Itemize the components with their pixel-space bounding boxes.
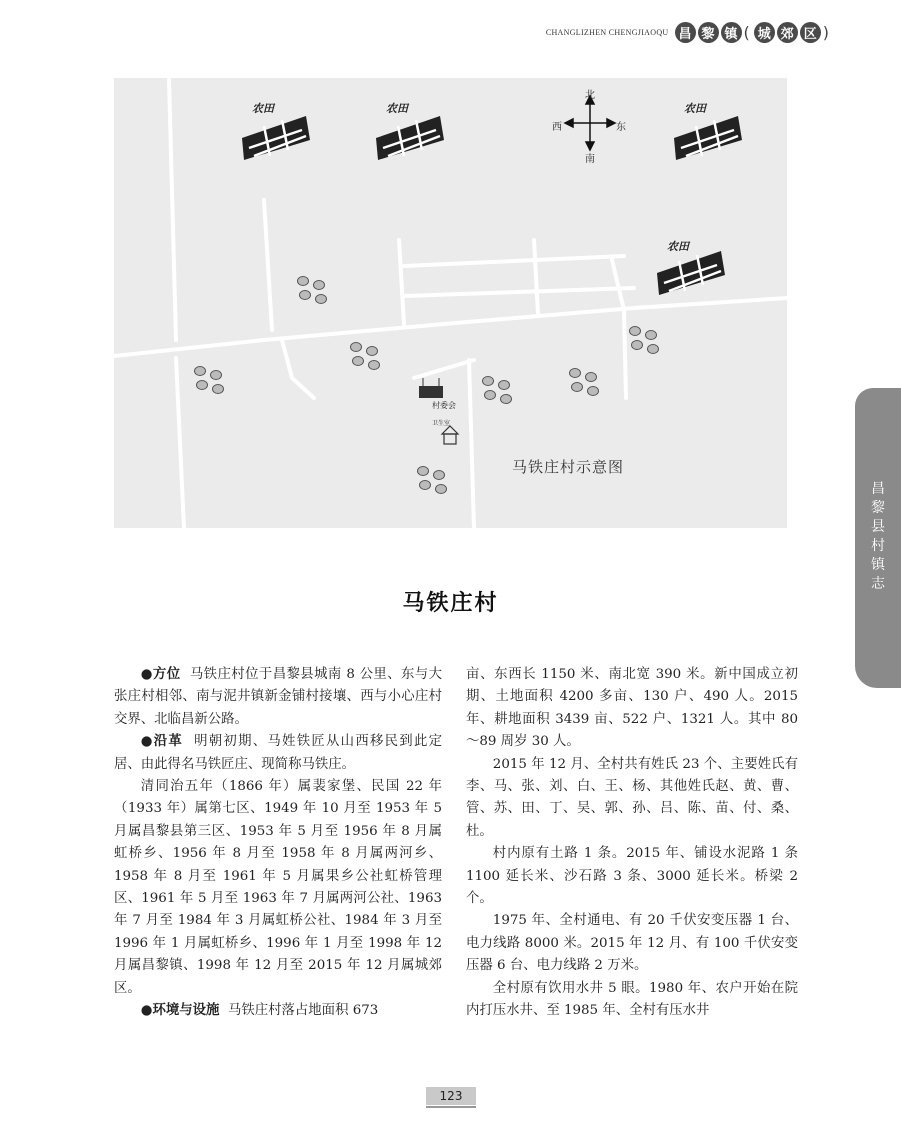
road-left-south bbox=[282, 340, 314, 398]
tree-cluster-icon bbox=[629, 326, 669, 360]
header-latin: CHANGLIZHEN CHENGJIAOQU bbox=[545, 28, 669, 37]
road-committee bbox=[414, 360, 474, 378]
road-inner-north bbox=[534, 240, 538, 314]
header-char-jiao: 郊 bbox=[777, 22, 798, 43]
tree-cluster-icon bbox=[297, 276, 337, 310]
paragraph-admin: 清同治五年（1866 年）属裴家堡、民国 22 年（1933 年）属第七区、1949 年 10 月至 1953 年 5 月属昌黎县第三区、1953 年 5 月至 1956 年 8 月属虹桥乡、1956 年 8 月至 1958 年 8 月属两河乡、1958 年 8 月至 1961 年 5 月属果乡公社虹桥管理区、1961 年 5 月至 1963 年 7 月属两河公社、1963 年 7 月至 1984 年 3 月属虹桥公社、1984 年 3 月至 1996 年 1 月属虹桥乡、1996 年 1 月至 1998 年 12 月属昌黎镇、1998 年 12 月至 2015 年 12 月属城郊区。 bbox=[114, 779, 442, 996]
paragraph-area: 亩、东西长 1150 米、南北宽 390 米。新中国成立初期、土地面积 4200 多亩、130 户、490 人。2015 年、耕地面积 3439 亩、522 户、1321 人。其中 80～89 周岁 30 人。 bbox=[466, 667, 798, 750]
road-lower-cross bbox=[404, 288, 634, 296]
paragraph-environment bbox=[114, 1000, 442, 1022]
clinic-icon bbox=[442, 426, 458, 444]
village-map bbox=[114, 78, 787, 528]
page-number: 123 bbox=[426, 1087, 476, 1105]
field-icon-3 bbox=[674, 116, 742, 160]
road-mid-north bbox=[399, 240, 404, 324]
heading-environment: ●环境与设施 bbox=[140, 1003, 220, 1019]
text-location: 马铁庄村位于昌黎县城南 8 公里、东与大张庄村相邻、南与泥井镇新金铺村接壤、西与小心庄村交界、北临昌新公路。 bbox=[114, 667, 443, 727]
heading-history: ●沿革 bbox=[140, 734, 184, 750]
map-roads bbox=[114, 78, 787, 528]
main-road bbox=[114, 298, 787, 356]
left-column bbox=[114, 664, 442, 1023]
compass-east: 东 bbox=[616, 122, 626, 133]
road-left-north bbox=[264, 200, 272, 330]
text-environment: 马铁庄村落占地面积 673 bbox=[227, 1003, 379, 1019]
village-committee-icon bbox=[419, 378, 443, 398]
paragraph-water: 全村原有饮用水井 5 眼。1980 年、农户开始在院内打压水井、至 1985 年、全村有压水井 bbox=[466, 980, 798, 1019]
right-column bbox=[466, 664, 798, 1023]
field-label-1: 农田 bbox=[252, 102, 274, 115]
paragraph-surnames: 2015 年 12 月、全村共有姓氏 23 个、主要姓氏有李、马、张、刘、白、王、杨、其他姓氏赵、黄、曹、管、苏、田、丁、吴、郭、孙、吕、陈、苗、付、桑、杜。 bbox=[466, 756, 798, 839]
village-committee-label: 村委会 bbox=[432, 401, 456, 410]
compass-south: 南 bbox=[585, 154, 595, 165]
field-icon-1 bbox=[242, 116, 310, 160]
tree-cluster-icon bbox=[569, 368, 609, 402]
header-char-qu: 区 bbox=[800, 22, 821, 43]
side-tab-text: 昌黎县村镇志 bbox=[871, 481, 885, 592]
header-char-zhen: 镇 bbox=[721, 22, 742, 43]
field-label-3: 农田 bbox=[684, 102, 706, 115]
road-right bbox=[612, 260, 626, 398]
heading-location: ●方位 bbox=[140, 667, 181, 682]
field-icon-2 bbox=[376, 116, 444, 160]
header-paren-close: ) bbox=[822, 23, 829, 42]
road-far-left bbox=[169, 80, 176, 340]
header-char-chang: 昌 bbox=[675, 22, 696, 43]
tree-cluster-icon bbox=[350, 342, 390, 376]
tree-cluster-icon bbox=[482, 376, 522, 410]
paragraph-history bbox=[114, 731, 442, 776]
road-far-left-south bbox=[176, 358, 184, 528]
compass-icon bbox=[565, 96, 615, 150]
paragraph-location bbox=[114, 664, 442, 731]
field-label-4: 农田 bbox=[667, 240, 689, 253]
field-label-2: 农田 bbox=[386, 102, 408, 115]
tree-cluster-icon bbox=[194, 366, 234, 400]
compass-north: 北 bbox=[585, 90, 595, 101]
paragraph-electricity: 1975 年、全村通电、有 20 千伏安变压器 1 台、电力线路 8000 米。2015 年 12 月、有 100 千伏安变压器 6 台、电力线路 2 万米。 bbox=[466, 913, 798, 974]
header-char-cheng: 城 bbox=[754, 22, 775, 43]
road-upper-cross bbox=[404, 256, 624, 266]
header-char-li: 黎 bbox=[698, 22, 719, 43]
running-header bbox=[546, 22, 831, 43]
tree-cluster-icon bbox=[417, 466, 457, 500]
clinic-label: 卫生室 bbox=[432, 420, 451, 427]
map-caption: 马铁庄村示意图 bbox=[512, 458, 625, 476]
text-history: 明朝初期、马姓铁匠从山西移民到此定居、由此得名马铁匠庄、现简称马铁庄。 bbox=[114, 734, 442, 772]
paragraph-roads: 村内原有土路 1 条。2015 年、铺设水泥路 1 条 1100 延长米、沙石路 3 条、3000 延长米。桥梁 2 个。 bbox=[466, 846, 798, 907]
field-icon-4 bbox=[657, 251, 725, 295]
header-paren-open: ( bbox=[743, 23, 750, 42]
road-south bbox=[469, 360, 474, 528]
page-title: 马铁庄村 bbox=[402, 591, 499, 616]
side-tab bbox=[855, 388, 901, 688]
compass-west: 西 bbox=[552, 122, 562, 133]
page-number-underline bbox=[426, 1106, 476, 1108]
